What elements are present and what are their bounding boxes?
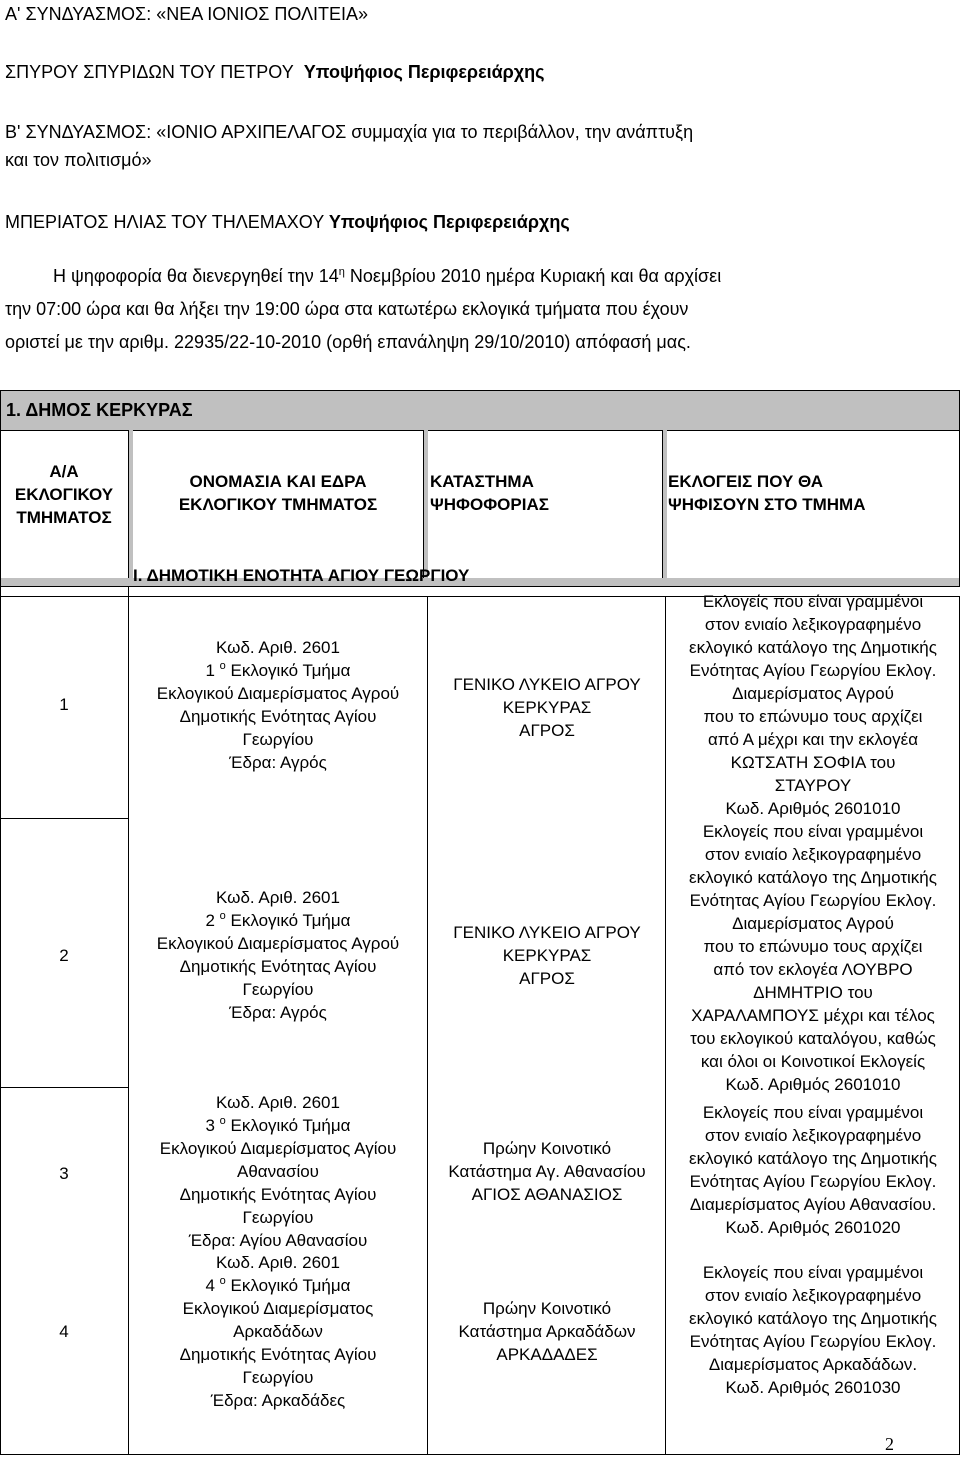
section-name-line: Γεωργίου — [242, 730, 314, 749]
voters-line: που το επώνυμο τους αρχίζει — [703, 707, 923, 726]
row-3-number: 3 — [59, 1164, 69, 1183]
section-name-line: Δημοτικής Ενότητας Αγίου — [179, 1185, 377, 1204]
voters-line: Ενότητας Αγίου Γεωργίου Εκλογ. — [689, 1172, 937, 1191]
list-a-title: Α' ΣΥΝΔΥΑΣΜΟΣ: «ΝΕΑ ΙΟΝΙΟΣ ΠΟΛΙΤΕΙΑ» — [5, 4, 369, 24]
section-name-line: Εκλογικού Διαμερίσματος Αγρού — [156, 684, 400, 703]
section-name-line: Εκλογικού Διαμερίσματος Αγίου — [159, 1139, 397, 1158]
section-name-line: 3 $^o$ Εκλογικό Τμήμα — [205, 1115, 351, 1135]
polling-store-line: ΓΕΝΙΚΟ ΛΥΚΕΙΟ ΑΓΡΟΥ — [453, 675, 641, 694]
list-b-title-line2: και τον πολιτισμό» — [5, 150, 152, 170]
voters-line: Κωδ. Αριθμός 2601010 — [725, 1075, 901, 1094]
voters-line: Ενότητας Αγίου Γεωργίου Εκλογ. — [689, 661, 937, 680]
polling-store-line: ΑΓΡΟΣ — [519, 721, 575, 740]
voters-line: από Α μέχρι και την εκλογέα — [707, 730, 919, 749]
section-name-line: Κωδ. Αριθ. 2601 — [216, 1093, 340, 1112]
voters-line: εκλογικό κατάλογο της Δημοτικής — [689, 1309, 937, 1328]
section-name-line: Εκλογικού Διαμερίσματος — [182, 1299, 374, 1318]
polling-store-line: ΚΕΡΚΥΡΑΣ — [502, 698, 592, 717]
voters-line: στον ενιαίο λεξικογραφημένο — [704, 845, 922, 864]
voters-line: Διαμερίσματος Αρκαδάδων. — [708, 1355, 918, 1374]
row-1-name — [129, 636, 427, 774]
page-number: 2 — [885, 1434, 894, 1454]
voters-line: ΧΑΡΑΛΑΜΠΟΥΣ μέχρι και τέλος — [691, 1006, 935, 1025]
row-4-number: 4 — [59, 1322, 69, 1341]
section-name-line: Δημοτικής Ενότητας Αγίου — [179, 1345, 377, 1364]
row-4-name — [129, 1251, 427, 1412]
polling-store-line: Κατάστημα Αρκαδάδων — [458, 1322, 636, 1341]
voters-line: Διαμερίσματος Αγρού — [732, 914, 894, 933]
voters-line: Κωδ. Αριθμός 2601020 — [725, 1218, 901, 1237]
polling-store-line: ΑΡΚΑΔΑΔΕΣ — [496, 1345, 598, 1364]
row-1-store — [428, 673, 666, 742]
voters-line: εκλογικό κατάλογο της Δημοτικής — [689, 1149, 937, 1168]
subsection-title: Ι. ΔΗΜΟΤΙΚΗ ΕΝΟΤΗΤΑ ΑΓΙΟΥ ΓΕΩΡΓΙΟΥ — [133, 566, 470, 585]
row-2-voters — [666, 820, 960, 1096]
voters-line: στον ενιαίο λεξικογραφημένο — [704, 1286, 922, 1305]
row-2-name — [129, 886, 427, 1024]
polling-store-line: Πρώην Κοινοτικό — [482, 1299, 612, 1318]
voting-paragraph: Η ψηφοφορία θα διενεργηθεί την $14^\eta$ Νοεμβρίου 2010 ημέρα Κυριακή και θα αρχίσει την 07:00 ώρα και θα λήξει την 19:00 ώρα στα κατωτέρω εκλογικά τμήματα που έχουν οριστεί με την αριθμ. 22935/22-10-2010 (ορθή επανάληψη 29/10/2010) απόφασή μας. — [5, 266, 722, 352]
candidate-a: ΣΠΥΡΟΥ ΣΠΥΡΙΔΩΝ ΤΟΥ ΠΕΤΡΟΥ Υποψήφιος Περιφερειάρχης — [5, 62, 545, 82]
section-name-line: Δημοτικής Ενότητας Αγίου — [179, 957, 377, 976]
voters-line: Διαμερίσματος Αγίου Αθανασίου. — [689, 1195, 937, 1214]
header-col-no: Α/Α ΕΚΛΟΓΙΚΟΥ ΤΜΗΜΑΤΟΣ — [14, 462, 114, 527]
polling-store-line: ΚΕΡΚΥΡΑΣ — [502, 946, 592, 965]
voters-line: Κωδ. Αριθμός 2601030 — [725, 1378, 901, 1397]
row-4-voters — [666, 1261, 960, 1399]
section-name-line: Γεωργίου — [242, 1368, 314, 1387]
polling-store-line: Πρώην Κοινοτικό — [482, 1139, 612, 1158]
section-name-line: Εκλογικού Διαμερίσματος Αγρού — [156, 934, 400, 953]
section-name-line: 4 $^o$ Εκλογικό Τμήμα — [205, 1275, 351, 1295]
voters-line: που το επώνυμο τους αρχίζει — [703, 937, 923, 956]
section-name-line: Έδρα: Αγίου Αθανασίου — [188, 1231, 368, 1250]
section-name-line: 1 $^o$ Εκλογικό Τμήμα — [205, 660, 351, 680]
row-4-store — [428, 1297, 666, 1366]
header-col-voters: ΕΚΛΟΓΕΙΣ ΠΟΥ ΘΑ ΨΗΦΙΣΟΥΝ ΣΤΟ ΤΜΗΜΑ — [668, 472, 866, 514]
header-col-name: ΟΝΟΜΑΣΙΑ ΚΑΙ ΕΔΡΑ ΕΚΛΟΓΙΚΟΥ ΤΜΗΜΑΤΟΣ — [178, 472, 378, 514]
row-3-name — [129, 1091, 427, 1252]
voters-line: στον ενιαίο λεξικογραφημένο — [704, 1126, 922, 1145]
header-col-store: ΚΑΤΑΣΤΗΜΑ ΨΗΦΟΦΟΡΙΑΣ — [430, 472, 549, 514]
section-name-line: Κωδ. Αριθ. 2601 — [216, 888, 340, 907]
voters-line: ΣΤΑΥΡΟΥ — [774, 776, 852, 795]
voters-line: ΔΗΜΗΤΡΙΟ του — [753, 983, 873, 1002]
row-2-number: 2 — [59, 946, 69, 965]
section-name-line: Γεωργίου — [242, 1208, 314, 1227]
list-b-title-line1: Β' ΣΥΝΔΥΑΣΜΟΣ: «ΙΟΝΙΟ ΑΡΧΙΠΕΛΑΓΟΣ συμμαχία για το περιβάλλον, την ανάπτυξη — [5, 122, 694, 142]
row-1-voters — [666, 590, 960, 820]
voters-line: Ενότητας Αγίου Γεωργίου Εκλογ. — [689, 891, 937, 910]
voters-line: και όλοι οι Κοινοτικοί Εκλογείς — [700, 1052, 926, 1071]
section-title: 1. ΔΗΜΟΣ ΚΕΡΚΥΡΑΣ — [6, 400, 193, 420]
section-name-line: Αθανασίου — [237, 1162, 319, 1181]
section-name-line: Έδρα: Αρκαδάδες — [210, 1391, 346, 1410]
voters-line: από τον εκλογέα ΛΟΥΒΡΟ — [713, 960, 913, 979]
polling-store-line: ΑΓΙΟΣ ΑΘΑΝΑΣΙΟΣ — [471, 1185, 623, 1204]
section-name-line: Έδρα: Αγρός — [229, 753, 327, 772]
polling-store-line: ΑΓΡΟΣ — [519, 969, 575, 988]
section-name-line: Κωδ. Αριθ. 2601 — [216, 1253, 340, 1272]
voters-line: Εκλογείς που είναι γραμμένοι — [702, 822, 924, 841]
row-1-number: 1 — [59, 695, 69, 714]
voters-line: Κωδ. Αριθμός 2601010 — [725, 799, 901, 818]
voters-line: Εκλογείς που είναι γραμμένοι — [702, 1263, 924, 1282]
section-name-line: Έδρα: Αγρός — [229, 1003, 327, 1022]
row-3-store — [428, 1137, 666, 1206]
voters-line: στον ενιαίο λεξικογραφημένο — [704, 615, 922, 634]
voters-line: εκλογικό κατάλογο της Δημοτικής — [689, 638, 937, 657]
voters-line: Εκλογείς που είναι γραμμένοι — [702, 592, 924, 611]
section-name-line: Αρκαδάδων — [233, 1322, 323, 1341]
section-name-line: Γεωργίου — [242, 980, 314, 999]
section-name-line: Κωδ. Αριθ. 2601 — [216, 638, 340, 657]
polling-store-line: Κατάστημα Αγ. Αθανασίου — [448, 1162, 646, 1181]
polling-store-line: ΓΕΝΙΚΟ ΛΥΚΕΙΟ ΑΓΡΟΥ — [453, 923, 641, 942]
voters-line: ΚΩΤΣΑΤΗ ΣΟΦΙΑ του — [730, 753, 896, 772]
voters-line: εκλογικό κατάλογο της Δημοτικής — [689, 868, 937, 887]
voters-line: Ενότητας Αγίου Γεωργίου Εκλογ. — [689, 1332, 937, 1351]
candidate-b: ΜΠΕΡΙΑΤΟΣ ΗΛΙΑΣ ΤΟΥ ΤΗΛΕΜΑΧΟΥ Υποψήφιος Περιφερειάρχης — [5, 212, 570, 232]
voters-line: Διαμερίσματος Αγρού — [732, 684, 894, 703]
section-name-line: 2 $^o$ Εκλογικό Τμήμα — [205, 910, 351, 930]
row-3-voters — [666, 1101, 960, 1239]
voters-line: του εκλογικού καταλόγου, καθώς — [690, 1029, 936, 1048]
section-name-line: Δημοτικής Ενότητας Αγίου — [179, 707, 377, 726]
voters-line: Εκλογείς που είναι γραμμένοι — [702, 1103, 924, 1122]
row-2-store — [428, 921, 666, 990]
